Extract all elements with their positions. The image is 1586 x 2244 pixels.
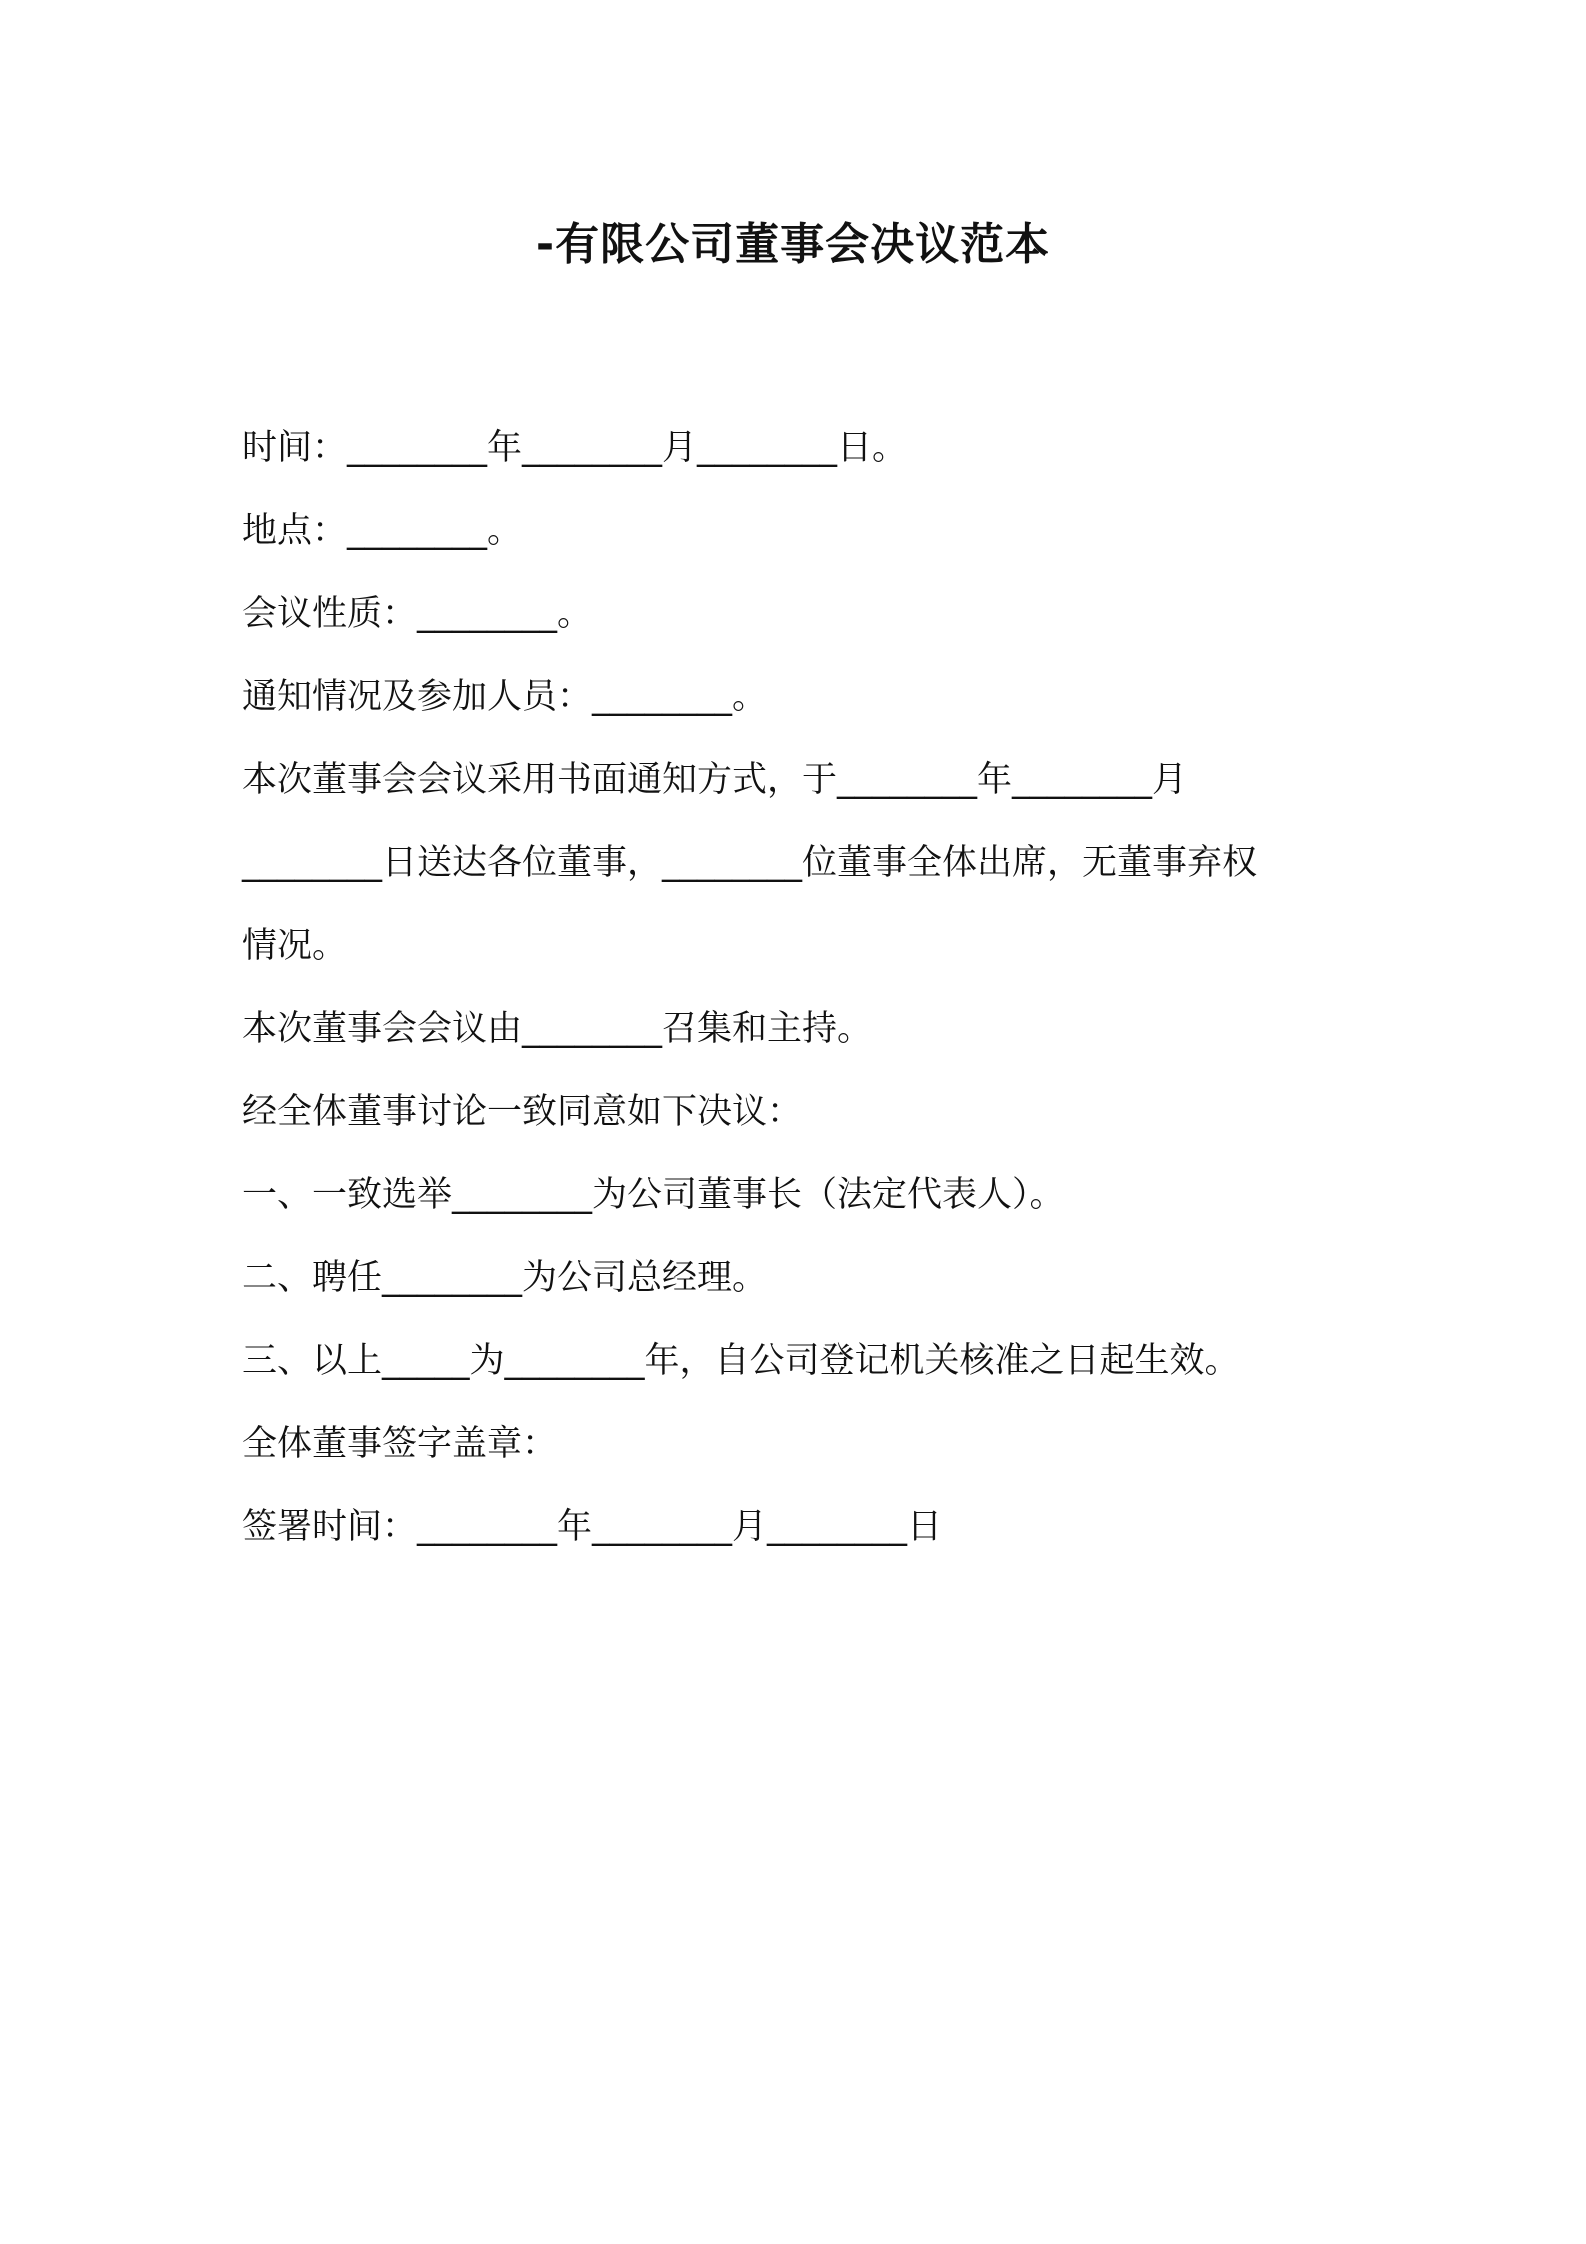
resolution-intro-line: 经全体董事讨论一致同意如下决议： [242, 1092, 803, 1132]
signature-line: 全体董事签字盖章： [242, 1424, 558, 1464]
resolution-item-3: 三、以上_____为________年，自公司登记机关核准之日起生效。 [242, 1341, 1240, 1381]
document-title: -有限公司董事会决议范本 [535, 219, 1051, 270]
notice-paragraph-line-3: 情况。 [242, 926, 348, 966]
meeting-nature-line: 会议性质：________。 [242, 594, 593, 634]
convener-line: 本次董事会会议由________召集和主持。 [242, 1009, 873, 1049]
notice-paragraph-line-1: 本次董事会会议采用书面通知方式，于________年________月 [242, 760, 1188, 800]
meeting-time-line: 时间：________年________月________日。 [242, 428, 908, 468]
resolution-item-1: 一、一致选举________为公司董事长（法定代表人）。 [242, 1175, 1065, 1215]
document-body [242, 407, 1362, 1569]
sign-date-line: 签署时间：________年________月________日 [242, 1507, 943, 1547]
notice-attendees-line: 通知情况及参加人员：________。 [242, 677, 768, 717]
notice-paragraph-line-2: ________日送达各位董事，________位董事全体出席，无董事弃权 [242, 843, 1258, 883]
resolution-item-2: 二、聘任________为公司总经理。 [242, 1258, 768, 1298]
meeting-location-line: 地点：________。 [242, 511, 523, 551]
